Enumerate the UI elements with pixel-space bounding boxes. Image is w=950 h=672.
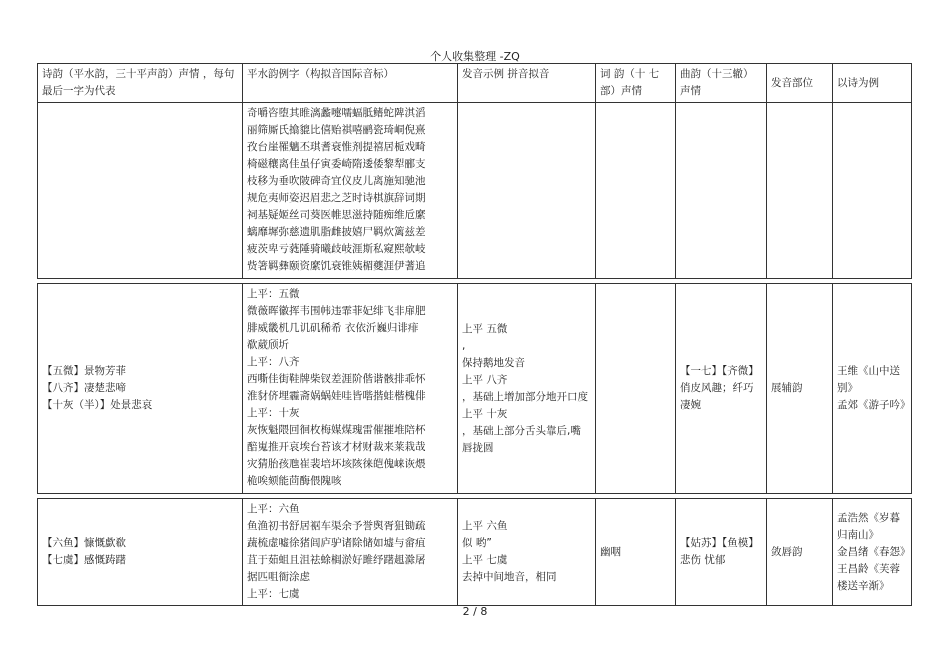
- cell-line: 祠基疑姬丝司葵医帷思滋持随痴维卮縻: [247, 209, 426, 221]
- table-row: [38, 103, 912, 279]
- row3-rhyme: [38, 499, 243, 606]
- cell-line: 去掉中间地音，相同: [462, 571, 557, 583]
- cell-line: 上平：八齐: [247, 356, 300, 368]
- cell-line: 上平：十灰: [247, 407, 300, 419]
- cell-line: 上平 七虞: [462, 554, 508, 566]
- cell-line: 【六鱼】慷慨歔欷: [42, 537, 126, 549]
- cell-line: 【一七】【齐微】俏皮风趣；纤巧凄婉: [680, 365, 759, 411]
- cell-line: 疲茨卑亏蕤陲骑曦歧岐涯斯私窥熙欹岐: [247, 243, 426, 255]
- cell-line: 【姑苏】【鱼模】悲伤 忧郁: [680, 537, 759, 566]
- cell-line: 上平 八齐: [462, 373, 508, 386]
- cell-line: 鱼渔初书舒居裾车渠余予誉舆胥狙锄疏: [247, 520, 426, 532]
- rhyme-table: [37, 63, 912, 606]
- cell-line: 上平：七虞: [247, 588, 300, 600]
- cell-line: 孟浩然《岁暮归南山》: [837, 511, 900, 541]
- cell-line: 淮豺侪埋霾斋娲蜗娃哇皆喈揩蛙楷槐俳: [247, 390, 426, 402]
- cell-line: 苴于茹蛆且沮祛蜍榈淤好雎纾躇趄滁屠: [247, 554, 426, 566]
- cell-line: 奇嚼咨堕其睢漓蠡嚏嚅蝠胝鳍蛇陴淇滔: [247, 107, 426, 119]
- col-header-ciyun: 词 韵（十 七部）声情: [596, 64, 676, 103]
- row1-qu: [676, 103, 767, 279]
- row1-place: [767, 103, 833, 279]
- row3-pron: [458, 499, 596, 606]
- cell-line: 灰恢魁隈回徊枚梅媒煤瑰雷催摧堆陪杯: [247, 424, 426, 436]
- row3-ci: 幽咽: [596, 499, 676, 606]
- cell-line: 【七虞】感慨踌躇: [42, 554, 126, 566]
- cell-line: 似 哟”: [462, 537, 492, 549]
- col-header-shiyun: 诗韵（平水韵，三十平声韵）声情 ，每句最后一字为代表: [38, 64, 243, 103]
- cell-line: 螭靡墀弥慈遗肌脂雌披嬉尸羁炊篱兹差: [247, 226, 426, 238]
- cell-line: 保持鹅地发音: [462, 356, 525, 369]
- col-header-pronunciation: 发音示例 拼音拟音: [458, 64, 596, 103]
- cell-line: 上平 五微: [462, 322, 508, 335]
- cell-line: ，基础上增加部分地开口度: [462, 390, 588, 403]
- row2-ci: [596, 284, 676, 494]
- row1-rhyme: [38, 103, 243, 279]
- row1-poem: [833, 103, 912, 279]
- cell-line: 椅磁穰离佳虽仔寅委崎隋逶倭黎犁郦支: [247, 158, 426, 170]
- cell-line: 醅嵬推开哀埃台苔该才材财裁来莱栽哉: [247, 441, 426, 453]
- cell-line: 枝移为垂吹陂碑奇宜仪皮儿离施知驰池: [247, 175, 426, 187]
- row3-examples: [243, 499, 458, 606]
- cell-line: 规危夷师姿迟眉悲之芝时诗棋旗辞词期: [247, 192, 426, 204]
- col-header-examples: 平水韵例字（构拟音国际音标）: [243, 64, 458, 103]
- cell-line: 桅唉颏能茴酶偎隗咳: [247, 475, 342, 487]
- cell-line: 【五微】景物芳菲: [42, 365, 126, 377]
- cell-line: 【十灰（半）】处景悲哀: [42, 399, 153, 411]
- table-header-row: [38, 64, 912, 103]
- col-header-quyun: 曲韵（十三辙）声情: [676, 64, 767, 103]
- page-header: 个人收集整理 -ZQ: [430, 50, 520, 63]
- cell-line: 【八齐】凄楚悲啼: [42, 382, 126, 394]
- table-row: [38, 284, 912, 494]
- cell-line: ,: [462, 339, 466, 352]
- cell-line: 西嘶佳街鞋牌柴钗差涯阶偕谐骸排乖怀: [247, 373, 426, 385]
- row2-qu: [676, 284, 767, 494]
- cell-line: 欷葳颀圻: [247, 339, 289, 351]
- cell-line: 上平 十灰: [462, 407, 508, 420]
- row3-place: 敛唇韵: [767, 499, 833, 606]
- cell-line: 蔬梳虚嘘徐猪闾庐驴诸除储如墟与畲疽: [247, 537, 426, 549]
- row2-rhyme: [38, 284, 243, 494]
- row3-qu: [676, 499, 767, 606]
- cell-line: 微薇晖徽挥韦围帏违霏菲妃绯飞非扉肥: [247, 305, 426, 317]
- cell-line: 孜台崖罹魑丕琪耆衰惟剂提禧居栀戏畸: [247, 141, 426, 153]
- col-header-poem: 以诗为例: [833, 64, 912, 103]
- cell-line: 赀箸羁彝颐资縻饥衰锥姨楣夔涯伊蓍追: [247, 260, 426, 272]
- row2-pron: [458, 284, 596, 494]
- row1-examples: [243, 103, 458, 279]
- row2-place: 展辅韵: [767, 284, 833, 494]
- cell-line: 丽筛厮氏㩉貔比僖贻祺嘻鹂瓷琦峒倪熹: [247, 124, 426, 136]
- row1-ci: [596, 103, 676, 279]
- row2-examples: [243, 284, 458, 494]
- cell-line: ，基础上部分舌头靠后,嘴唇拢圆: [462, 424, 581, 454]
- cell-line: 孟郊《游子吟》: [837, 399, 911, 411]
- col-header-place: 发音部位: [767, 64, 833, 103]
- row1-pron: [458, 103, 596, 279]
- table-row: [38, 499, 912, 606]
- cell-line: 王昌龄《芙蓉楼送辛渐》: [837, 562, 900, 592]
- row3-poem: [833, 499, 912, 606]
- cell-line: 王维《山中送别》: [837, 365, 900, 394]
- cell-line: 金昌绪《春怨》: [837, 545, 911, 558]
- row2-poem: [833, 284, 912, 494]
- cell-line: 灾猜胎孩虺崔裴培坏垓陔徕皑傀崃诙煨: [247, 458, 426, 470]
- cell-line: 据匹咀衙涂虑: [247, 571, 310, 583]
- cell-line: 上平：六鱼: [247, 503, 300, 515]
- cell-line: 上平 六鱼: [462, 520, 508, 532]
- cell-line: 上平：五微: [247, 288, 300, 300]
- page-number: 2 / 8: [462, 605, 488, 618]
- cell-line: 腓威畿机几讥矶稀希 衣依沂巍归诽痱: [247, 322, 419, 334]
